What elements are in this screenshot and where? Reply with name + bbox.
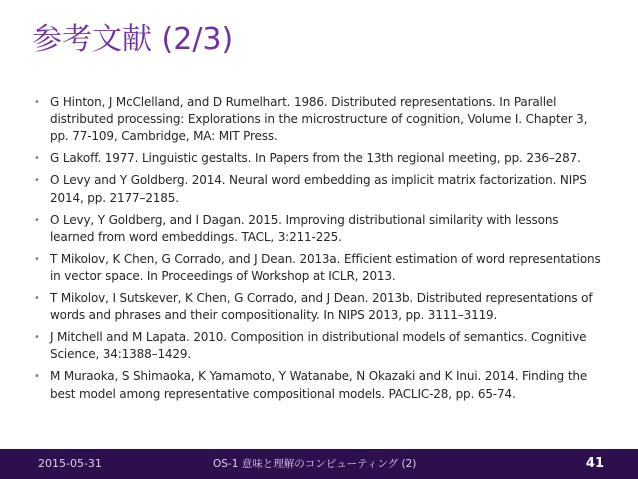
bullet-icon: • xyxy=(34,153,40,165)
reference-list xyxy=(34,94,604,408)
bullet-icon: • xyxy=(34,293,40,305)
footer-date: 2015-05-31 xyxy=(38,457,102,470)
reference-text: M Muraoka, S Shimaoka, K Yamamoto, Y Watanabe, N Okazaki and K Inui. 2014. Finding the best model among representative compositional models. PACLIC-28, pp. 65-74. xyxy=(50,369,588,401)
reference-text: O Levy and Y Goldberg. 2014. Neural word embedding as implicit matrix factorization. NIPS 2014, pp. 2177–2185. xyxy=(50,173,587,205)
reference-item xyxy=(34,150,604,167)
page-number: 41 xyxy=(585,456,604,471)
reference-text: T Mikolov, I Sutskever, K Chen, G Corrado, and J Dean. 2013b. Distributed representations of words and phrases and their compositionality. In NIPS 2013, pp. 3111–3119. xyxy=(50,291,593,323)
reference-item xyxy=(34,212,604,246)
reference-item xyxy=(34,368,604,402)
reference-text: T Mikolov, K Chen, G Corrado, and J Dean. 2013a. Efficient estimation of word representations in vector space. In Proceedings of Workshop at ICLR, 2013. xyxy=(50,251,601,284)
bullet-icon: • xyxy=(34,371,40,383)
reference-item xyxy=(34,290,604,324)
reference-item xyxy=(34,251,604,285)
reference-text: O Levy, Y Goldberg, and I Dagan. 2015. Improving distributional similarity with lessons learned from word embeddings. TACL, 3:211-225. xyxy=(50,212,559,244)
reference-text: G Lakoff. 1977. Linguistic gestalts. In Papers from the 13th regional meeting, pp. 236–287. xyxy=(50,151,581,166)
bullet-icon: • xyxy=(34,253,40,265)
footer-bar xyxy=(0,449,638,479)
reference-item xyxy=(34,94,604,146)
reference-text: G Hinton, J McClelland, and D Rumelhart. 1986. Distributed representations. In Parallel distributed processing: Explorations in the microstructure of cognition, Volume I. Chapter 3, pp. 77-109, Cambridge, MA: MIT Press. xyxy=(50,95,588,144)
bullet-icon: • xyxy=(34,214,40,226)
bullet-icon: • xyxy=(34,175,40,187)
bullet-icon: • xyxy=(34,97,40,108)
reference-item xyxy=(34,329,604,363)
bullet-icon: • xyxy=(34,332,40,344)
footer-course-title: OS-1 意味と理解のコンピューティング (2) xyxy=(213,458,417,470)
slide-title: 参考文献 (2/3) xyxy=(32,22,234,57)
reference-text: J Mitchell and M Lapata. 2010. Composition in distributional models of semantics. Cognitive Science, 34:1388–1429. xyxy=(50,330,587,362)
reference-item xyxy=(34,172,604,206)
